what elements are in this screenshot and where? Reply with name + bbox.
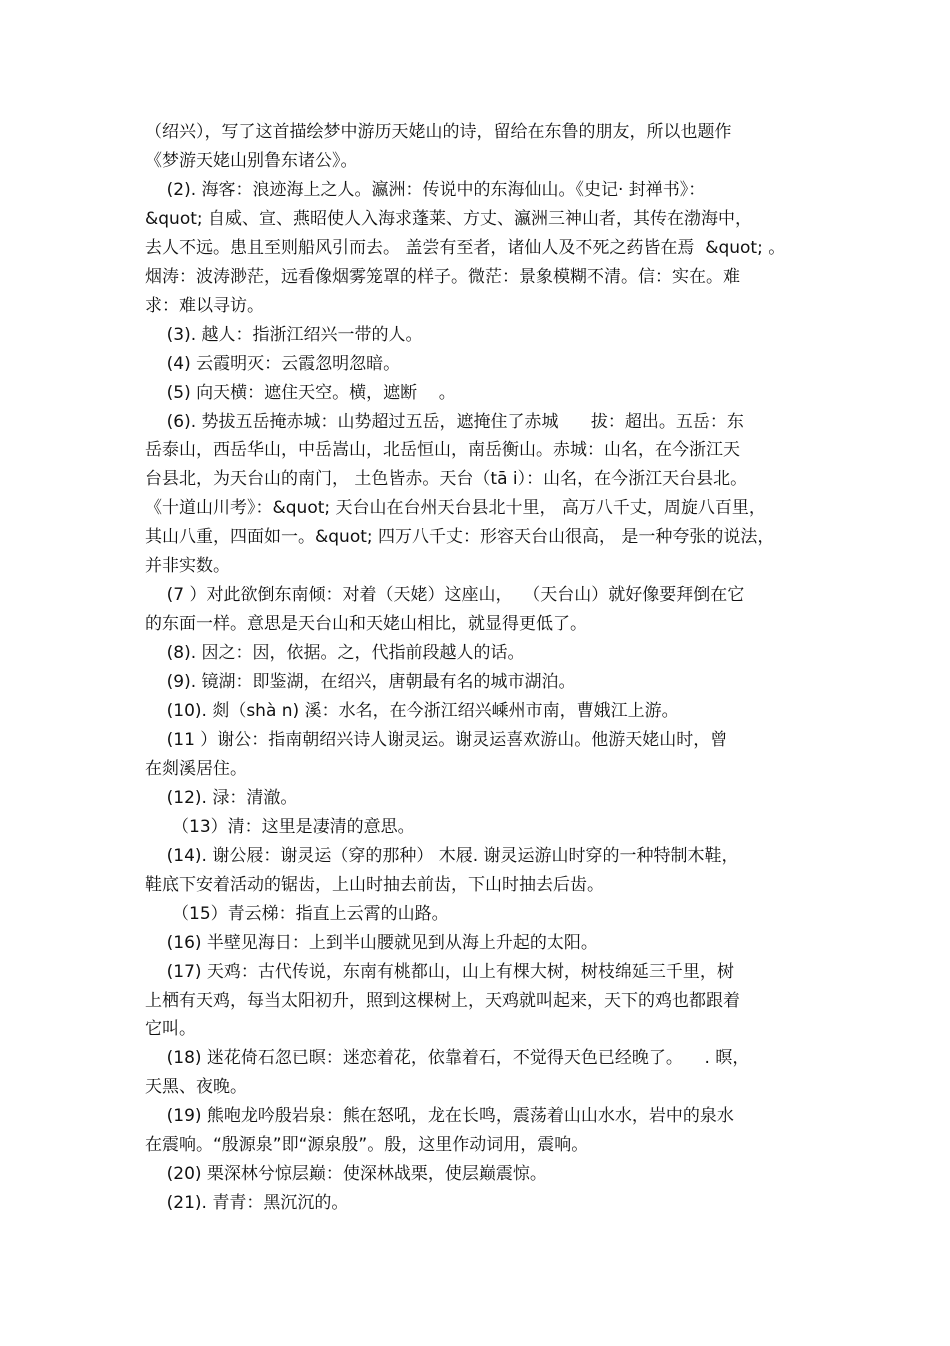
- text-line: (16) 半壁见海日：上到半山腰就见到从海上升起的太阳。: [145, 933, 598, 953]
- text-line: (17) 天鸡：古代传说，东南有桃都山，山上有棵大树，树枝绵延三千里，树: [145, 962, 734, 982]
- text-line: (7 ）对此欲倒东南倾：对着（天姥）这座山， （天台山）就好像要拜倒在它: [145, 585, 745, 605]
- text-line: 鞋底下安着活动的锯齿，上山时抽去前齿，下山时抽去后齿。: [145, 875, 604, 895]
- text-line: 上栖有天鸡，每当太阳初升，照到这棵树上，天鸡就叫起来，天下的鸡也都跟着: [145, 991, 740, 1011]
- text-line: 天黑、夜晚。: [145, 1077, 247, 1097]
- text-line: 烟涛：波涛渺茫，远看像烟雾笼罩的样子。微茫：景象模糊不清。信：实在。难: [145, 267, 740, 287]
- text-line: 在震响。“殷源泉”即“源泉殷”。殷，这里作动词用，震响。: [145, 1135, 589, 1155]
- text-line: (21). 青青：黑沉沉的。: [145, 1193, 349, 1213]
- text-line: 岳泰山，西岳华山，中岳嵩山，北岳恒山，南岳衡山。赤城：山名，在今浙江天: [145, 440, 740, 460]
- text-line: (9). 镜湖：即鉴湖，在绍兴，唐朝最有名的城市湖泊。: [145, 672, 576, 692]
- text-line: (18) 迷花倚石忽已暝：迷恋着花，依靠着石，不觉得天色已经晚了。 . 暝，: [145, 1048, 750, 1068]
- text-line: (12). 渌：清澈。: [145, 788, 298, 808]
- text-line: 并非实数。: [145, 556, 230, 576]
- text-line: 其山八重，四面如一。&quot; 四万八千丈：形容天台山很高， 是一种夸张的说法，: [145, 527, 775, 547]
- text-line: 求：难以寻访。: [145, 296, 264, 316]
- text-line: &quot; 自威、宣、燕昭使人入海求蓬莱、方丈、瀛洲三神山者，其传在渤海中，: [145, 209, 753, 229]
- text-line: 去人不远。患且至则船风引而去。 盖尝有至者，诸仙人及不死之药皆在焉 &quot; 。: [145, 238, 786, 258]
- text-line: 它叫。: [145, 1019, 196, 1039]
- text-line: 《十道山川考》：&quot; 天台山在台州天台县北十里， 高万八千丈，周旋八百里，: [145, 498, 766, 518]
- text-line: 的东面一样。意思是天台山和天姥山相比，就显得更低了。: [145, 614, 587, 634]
- text-line: (10). 剡（shà n) 溪：水名，在今浙江绍兴嵊州市南，曹娥江上游。: [145, 701, 679, 721]
- text-line: （15）青云梯：指直上云霄的山路。: [145, 904, 449, 924]
- text-line: (4) 云霞明灭：云霞忽明忽暗。: [145, 354, 401, 374]
- text-line: 在剡溪居住。: [145, 759, 247, 779]
- text-line: (2). 海客：浪迹海上之人。瀛洲：传说中的东海仙山。《史记· 封禅书》：: [145, 180, 706, 200]
- text-line: (20) 栗深林兮惊层巅：使深林战栗，使层巅震惊。: [145, 1164, 547, 1184]
- text-line: (14). 谢公屐：谢灵运（穿的那种） 木屐. 谢灵运游山时穿的一种特制木鞋，: [145, 846, 739, 866]
- text-line: (19) 熊咆龙吟殷岩泉：熊在怒吼，龙在长鸣，震荡着山山水水，岩中的泉水: [145, 1106, 734, 1126]
- text-line: (5) 向天横：遮住天空。横，遮断 。: [145, 383, 456, 403]
- text-line: (8). 因之：因，依据。之，代指前段越人的话。: [145, 643, 525, 663]
- text-line: (6). 势拔五岳掩赤城：山势超过五岳，遮掩住了赤城 拔：超出。五岳：东: [145, 412, 744, 432]
- text-line: (11 ）谢公：指南朝绍兴诗人谢灵运。谢灵运喜欢游山。他游天姥山时，曾: [145, 730, 728, 750]
- text-line: 台县北，为天台山的南门， 土色皆赤。天台（tā i）：山名，在今浙江天台县北。: [145, 469, 748, 489]
- text-line: 《梦游天姥山别鲁东诸公》。: [145, 151, 358, 171]
- text-line: （13）清：这里是凄清的意思。: [145, 817, 415, 837]
- text-line: (3). 越人：指浙江绍兴一带的人。: [145, 325, 423, 345]
- text-line: （绍兴），写了这首描绘梦中游历天姥山的诗，留给在东鲁的朋友，所以也题作: [145, 122, 732, 142]
